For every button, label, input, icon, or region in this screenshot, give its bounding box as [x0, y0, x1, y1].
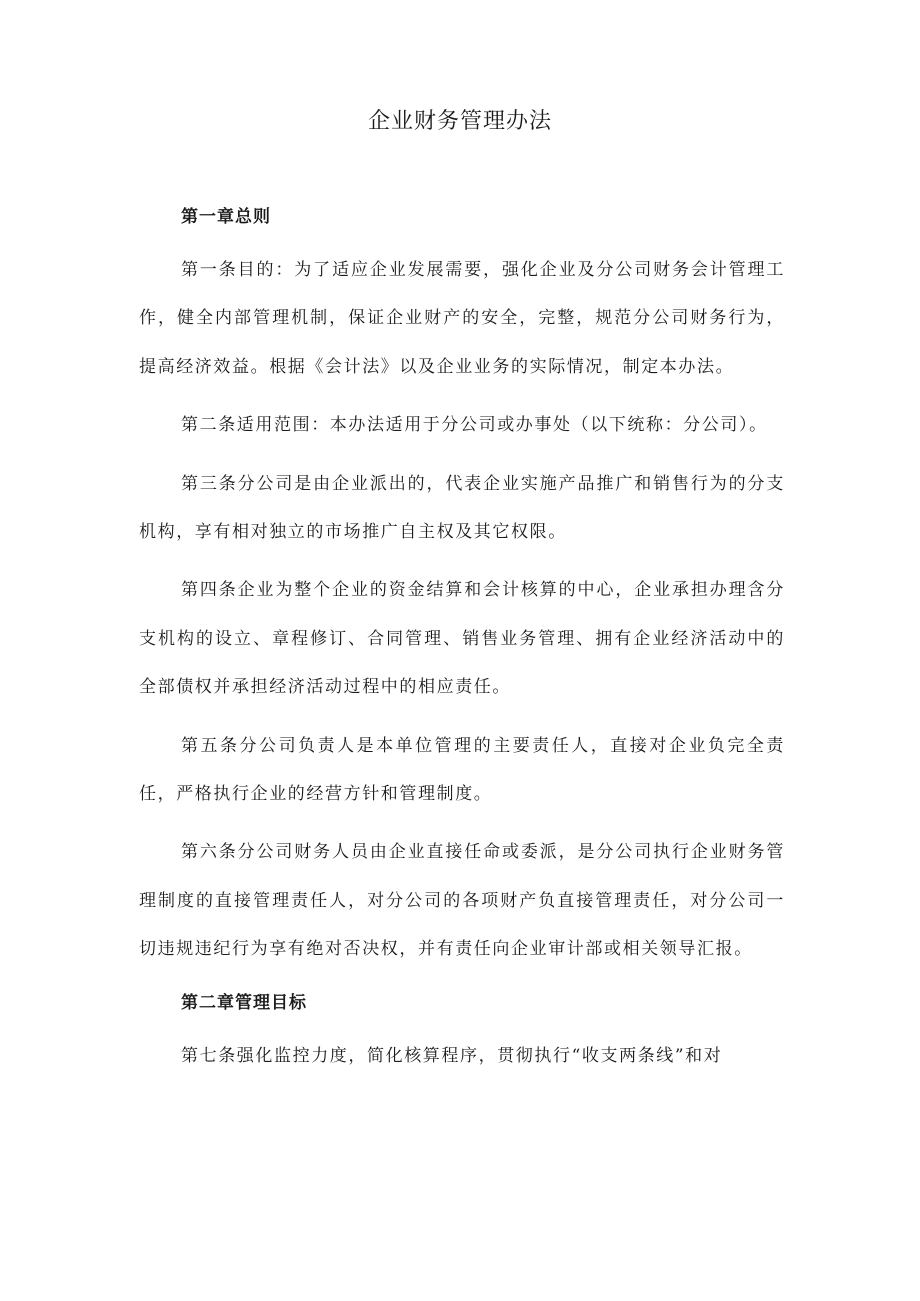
chapter-1-heading: 第一章总则: [181, 207, 271, 227]
article-7: 第七条强化监控力度，简化核算程序，贯彻执行“收支两条线”和对: [181, 1045, 723, 1066]
chapter-2-heading: 第二章管理目标: [181, 992, 307, 1013]
article-1: 第一条目的：为了适应企业发展需要，强化企业及分公司财务会计管理工作，健全内部管理机制，保证企业财产的安全，完整，规范分公司财务行为，提高经济效益。根据《会计法》以及企业业务的实际情况，制定本办法。: [139, 260, 785, 377]
article-5: 第五条分公司负责人是本单位管理的主要责任人，直接对企业负完全责任，严格执行企业的经营方针和管理制度。: [139, 735, 785, 805]
article-6: 第六条分公司财务人员由企业直接任命或委派，是分公司执行企业财务管理制度的直接管理责任人，对分公司的各项财产负直接管理责任，对分公司一切违规违纪行为享有绝对否决权，并有责任向企业审计部或相关领导汇报。: [139, 842, 785, 960]
document-body: [139, 198, 785, 1090]
article-3: 第三条分公司是由企业派出的，代表企业实施产品推广和销售行为的分支机构，享有相对独立的市场推广自主权及其它权限。: [139, 473, 785, 543]
article-4: 第四条企业为整个企业的资金结算和会计核算的中心，企业承担办理含分支机构的设立、章程修订、合同管理、销售业务管理、拥有企业经济活动中的全部债权并承担经济活动过程中的相应责任。: [139, 580, 785, 698]
document-title: 企业财务管理办法: [367, 109, 552, 134]
article-2: 第二条适用范围：本办法适用于分公司或办事处（以下统称：分公司）。: [181, 415, 768, 436]
